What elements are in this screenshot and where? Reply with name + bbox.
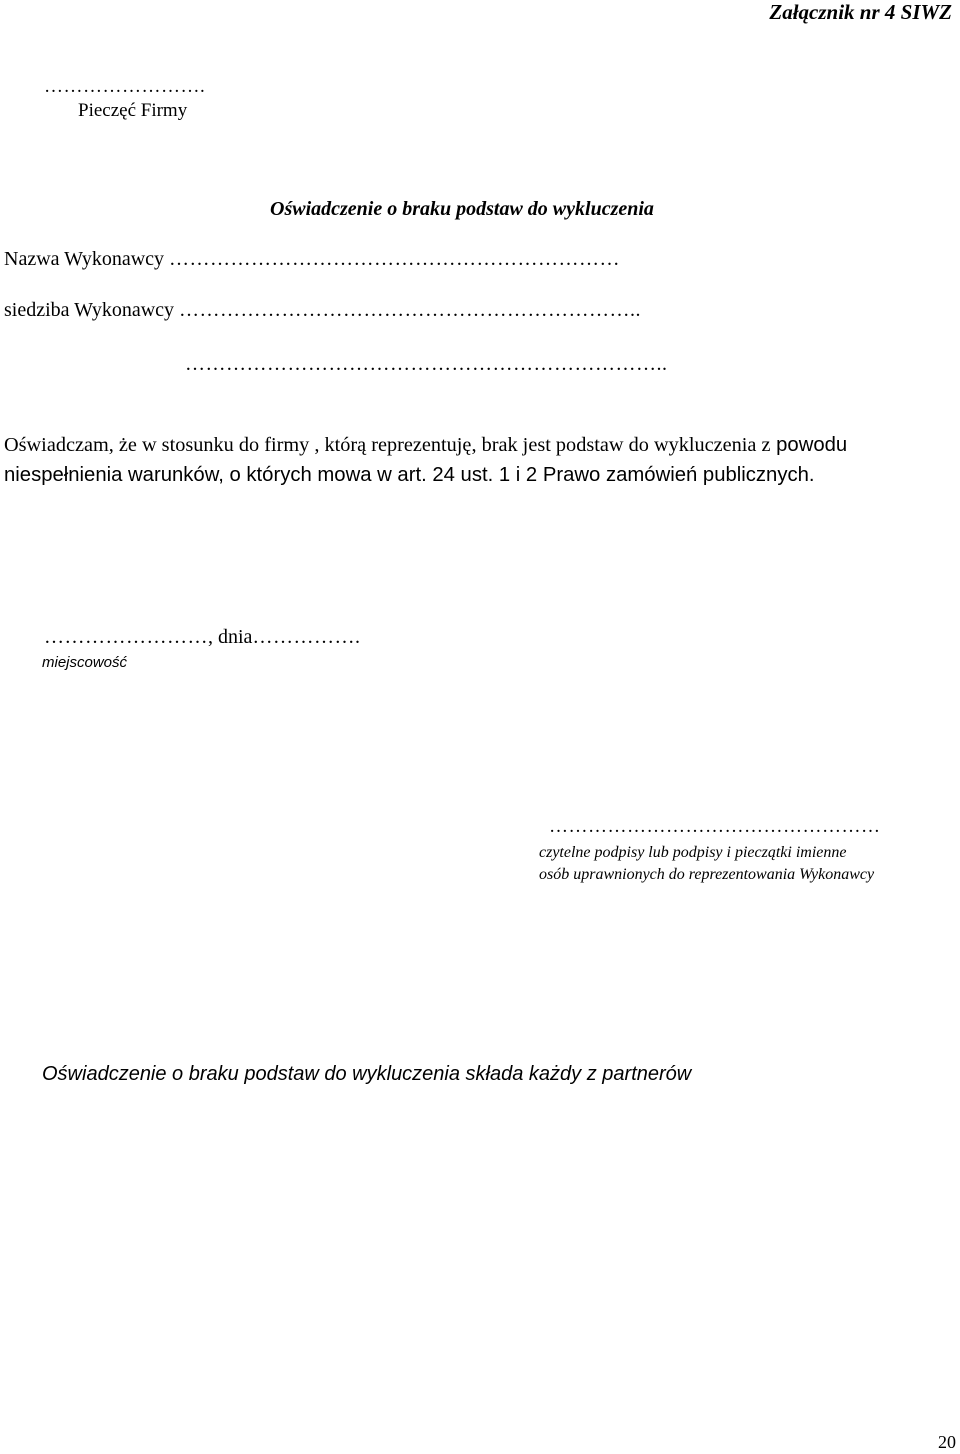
statement-part-1: Oświadczam, że w stosunku do firmy , którą reprezentuję, brak jest podstaw do wykluczenia z <box>4 434 771 456</box>
date-label: , dnia <box>208 626 253 648</box>
statement-paragraph <box>4 430 954 490</box>
signature-caption-line-2: osób uprawnionych do reprezentowania Wykonawcy <box>539 866 875 883</box>
company-stamp-label: Pieczęć Firmy <box>78 100 188 121</box>
contractor-name-label: Nazwa Wykonawcy <box>4 248 165 270</box>
signature-caption-line-1: czytelne podpisy lub podpisy i pieczątki imienne <box>539 844 847 861</box>
date-dots: ……………. <box>252 626 361 648</box>
statement-part-2: powodu niespełnienia warunków, o których mowa w art. 24 ust. 1 i 2 Prawo zamówień publicznych. <box>4 434 848 486</box>
contractor-seat-continuation-dots: …………………………………………………………….. <box>185 353 668 375</box>
contractor-seat-dots: ………………………………………………………….. <box>179 299 642 321</box>
contractor-seat-field <box>4 299 641 322</box>
place-dots: …………………… <box>44 626 208 648</box>
contractor-name-field <box>4 248 620 271</box>
place-label: miejscowość <box>42 654 128 671</box>
page-number: 20 <box>938 1432 956 1452</box>
document-title: Oświadczenie o braku podstaw do wykluczenia <box>270 198 654 220</box>
place-date-line <box>44 626 360 649</box>
contractor-seat-label: siedziba Wykonawcy <box>4 299 175 321</box>
contractor-name-dots: ………………………………………………………… <box>169 248 621 270</box>
signature-dots: …………………………………………… <box>549 816 881 837</box>
company-stamp-dots: ……………………. <box>44 76 206 97</box>
attachment-label: Załącznik nr 4 SIWZ <box>769 0 952 24</box>
partners-footnote: Oświadczenie o braku podstaw do wykluczenia składa każdy z partnerów <box>42 1063 692 1085</box>
